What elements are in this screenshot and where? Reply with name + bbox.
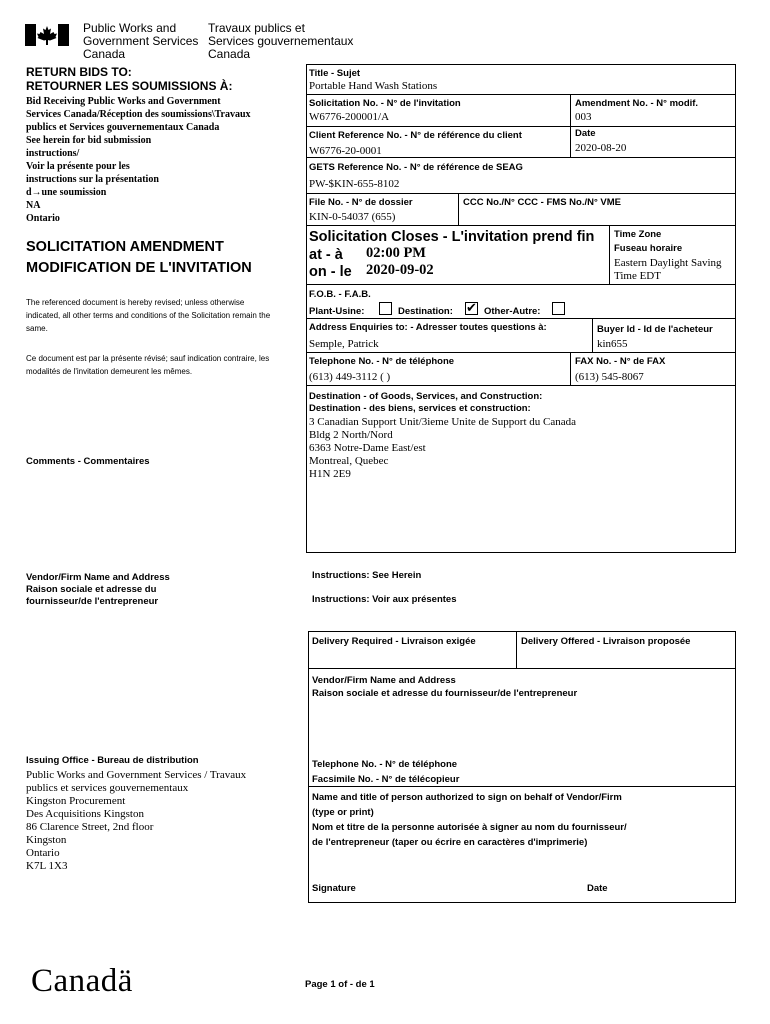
delivery-required-label: Delivery Required - Livraison exigée xyxy=(312,636,476,647)
instructions-fr: Instructions: Voir aux présentes xyxy=(312,594,457,605)
time-zone-value-1: Eastern Daylight Saving xyxy=(614,257,722,269)
canada-flag-icon xyxy=(25,24,69,46)
fuseau-horaire-label: Fuseau horaire xyxy=(614,243,683,254)
revision-note-en: The referenced document is hereby revised; unless otherwise indicated, all other terms and conditions of the Solicitation remain the same. xyxy=(26,298,271,333)
destination-line: 6363 Notre-Dame East/est xyxy=(309,442,426,454)
return-address-line: Voir la présente pour les xyxy=(26,161,130,172)
signature-label: Signature xyxy=(312,883,356,894)
amendment-title xyxy=(26,237,252,279)
telephone-label: Telephone No. - N° de téléphone xyxy=(309,356,455,367)
authorized-person-label-3: Nom et titre de la personne autorisée à signer au nom du fournisseur/ xyxy=(312,822,627,833)
amendment-title-en: SOLICITATION AMENDMENT xyxy=(26,239,224,255)
issuing-line: Kingston Procurement xyxy=(26,795,126,807)
issuing-line: publics et services gouvernementaux xyxy=(26,782,189,794)
dept-fr-line: Travaux publics et xyxy=(208,21,305,35)
amendment-no-value: 003 xyxy=(575,111,592,123)
destination-goods-label-en: Destination - of Goods, Services, and Construction: xyxy=(309,391,543,402)
return-address-line: d→une soumission xyxy=(26,187,107,198)
closes-heading: Solicitation Closes - L'invitation prend fin xyxy=(309,229,595,245)
page-number: Page 1 of - de 1 xyxy=(305,979,375,990)
comments-label: Comments - Commentaires xyxy=(26,456,150,467)
return-bids-heading xyxy=(26,65,232,93)
vendor-name-label-fr: Raison sociale et adresse du fournisseur/de l'entrepreneur xyxy=(312,688,578,699)
destination-address xyxy=(309,416,576,481)
authorized-person-label-1: Name and title of person authorized to sign on behalf of Vendor/Firm xyxy=(312,792,622,803)
return-address-line: Services Canada/Réception des soumissions\Travaux xyxy=(26,109,251,120)
return-address-line: NA xyxy=(26,200,41,211)
return-address-line: Bid Receiving Public Works and Government xyxy=(26,96,221,107)
amendment-no-label: Amendment No. - N° modif. xyxy=(575,98,699,109)
buyer-id-label: Buyer Id - Id de l'acheteur xyxy=(597,324,713,335)
vendor-label-line: Raison sociale et adresse du xyxy=(26,584,157,595)
vendor-label-line: Vendor/Firm Name and Address xyxy=(26,572,170,583)
destination-line: 3 Canadian Support Unit/3ieme Unite de Support du Canada xyxy=(309,416,577,428)
other-autre-label: Other-Autre: xyxy=(484,306,541,317)
authorized-person-label-4: de l'entrepreneur (taper ou écrire en caractères d'imprimerie) xyxy=(312,837,588,848)
return-address-line: publics et Services gouvernementaux Canada xyxy=(26,122,220,133)
dept-en-line: Public Works and xyxy=(83,21,177,35)
dept-fr-line: Services gouvernementaux xyxy=(208,34,354,48)
issuing-line: Des Acquisitions Kingston xyxy=(26,808,144,820)
dept-name-fr xyxy=(208,22,353,61)
fob-label: F.O.B. - F.A.B. xyxy=(309,289,371,300)
client-ref-label: Client Reference No. - N° de référence du client xyxy=(309,130,522,141)
issuing-line: Public Works and Government Services / Travaux xyxy=(26,769,247,781)
file-no-value: KIN-0-54037 (655) xyxy=(309,211,396,223)
solicitation-no-label: Solicitation No. - N° de l'invitation xyxy=(309,98,461,109)
title-value: Portable Hand Wash Stations xyxy=(309,80,438,92)
issuing-office-address xyxy=(26,769,246,873)
return-bids-en: RETURN BIDS TO: xyxy=(26,65,132,79)
gets-ref-value: PW-$KIN-655-8102 xyxy=(309,178,400,190)
destination-goods-label-fr: Destination - des biens, services et construction: xyxy=(309,403,531,414)
delivery-offered-label: Delivery Offered - Livraison proposée xyxy=(521,636,691,647)
date-value: 2020-08-20 xyxy=(575,142,627,154)
vendor-label-left xyxy=(26,572,170,608)
closes-at-label: at - à xyxy=(309,247,343,263)
return-address-line: instructions sur la présentation xyxy=(26,174,159,185)
client-ref-value: W6776-20-0001 xyxy=(309,145,382,157)
enquiries-label: Address Enquiries to: - Adresser toutes questions à: xyxy=(309,322,547,333)
destination-checkbox[interactable]: ✔ xyxy=(466,301,477,316)
telephone-value: (613) 449-3112 ( ) xyxy=(309,371,391,383)
return-address xyxy=(26,95,251,225)
dept-name-en xyxy=(83,22,198,61)
vendor-name-label: Vendor/Firm Name and Address xyxy=(312,675,456,686)
vendor-name-field[interactable] xyxy=(310,702,734,754)
return-address-line: See herein for bid submission xyxy=(26,135,152,146)
amendment-title-fr: MODIFICATION DE L'INVITATION xyxy=(26,260,252,276)
dept-fr-line: Canada xyxy=(208,47,251,61)
buyer-id-value: kin655 xyxy=(597,338,628,350)
canada-wordmark: Canadä xyxy=(31,963,133,999)
vendor-label-line: fournisseur/de l'entrepreneur xyxy=(26,596,159,607)
closes-on-label: on - le xyxy=(309,264,352,280)
plant-usine-label: Plant-Usine: xyxy=(309,306,365,317)
issuing-line: Kingston xyxy=(26,834,67,846)
return-address-line: Ontario xyxy=(26,213,60,224)
vendor-facsimile-label: Facsimile No. - N° de télécopieur xyxy=(312,774,460,785)
destination-line: H1N 2E9 xyxy=(309,468,351,480)
revision-note-fr: Ce document est par la présente révisé; sauf indication contraire, les modalités de l'invitation demeurent les mêmes. xyxy=(26,354,270,376)
closes-time-value: 02:00 PM xyxy=(366,245,426,261)
file-no-label: File No. - N° de dossier xyxy=(309,197,413,208)
time-zone-label: Time Zone xyxy=(614,229,662,240)
return-address-line: instructions/ xyxy=(26,148,80,159)
fax-value: (613) 545-8067 xyxy=(575,371,644,383)
issuing-office-label: Issuing Office - Bureau de distribution xyxy=(26,755,199,766)
issuing-line: 86 Clarence Street, 2nd floor xyxy=(26,821,154,833)
return-bids-fr: RETOURNER LES SOUMISSIONS À: xyxy=(26,79,233,93)
delivery-required-field[interactable] xyxy=(310,650,514,666)
destination-fob-label: Destination: xyxy=(398,306,453,317)
signature-field[interactable] xyxy=(310,852,580,880)
vendor-telephone-label: Telephone No. - N° de téléphone xyxy=(312,759,458,770)
signature-date-label: Date xyxy=(587,883,608,894)
issuing-line: K7L 1X3 xyxy=(26,860,68,872)
fax-label: FAX No. - N° de FAX xyxy=(575,356,666,367)
time-zone-value-2: Time EDT xyxy=(614,270,661,282)
delivery-offered-field[interactable] xyxy=(518,650,734,666)
solicitation-no-value: W6776-200001/A xyxy=(309,111,390,123)
instructions-en: Instructions: See Herein xyxy=(312,570,422,581)
authorized-person-label-2: (type or print) xyxy=(312,807,374,818)
ccc-no-label: CCC No./N° CCC - FMS No./N° VME xyxy=(463,197,622,208)
issuing-line: Ontario xyxy=(26,847,60,859)
plant-usine-checkbox[interactable] xyxy=(379,302,392,315)
closes-date-value: 2020-09-02 xyxy=(366,262,434,278)
other-autre-checkbox[interactable] xyxy=(552,302,565,315)
enquiries-value: Semple, Patrick xyxy=(309,338,379,350)
gets-ref-label: GETS Reference No. - N° de référence de SEAG xyxy=(309,162,523,173)
destination-line: Bldg 2 North/Nord xyxy=(309,429,393,441)
dept-en-line: Government Services xyxy=(83,34,199,48)
destination-line: Montreal, Quebec xyxy=(309,455,389,467)
dept-en-line: Canada xyxy=(83,47,126,61)
title-label: Title - Sujet xyxy=(309,68,361,79)
date-label: Date xyxy=(575,128,596,139)
